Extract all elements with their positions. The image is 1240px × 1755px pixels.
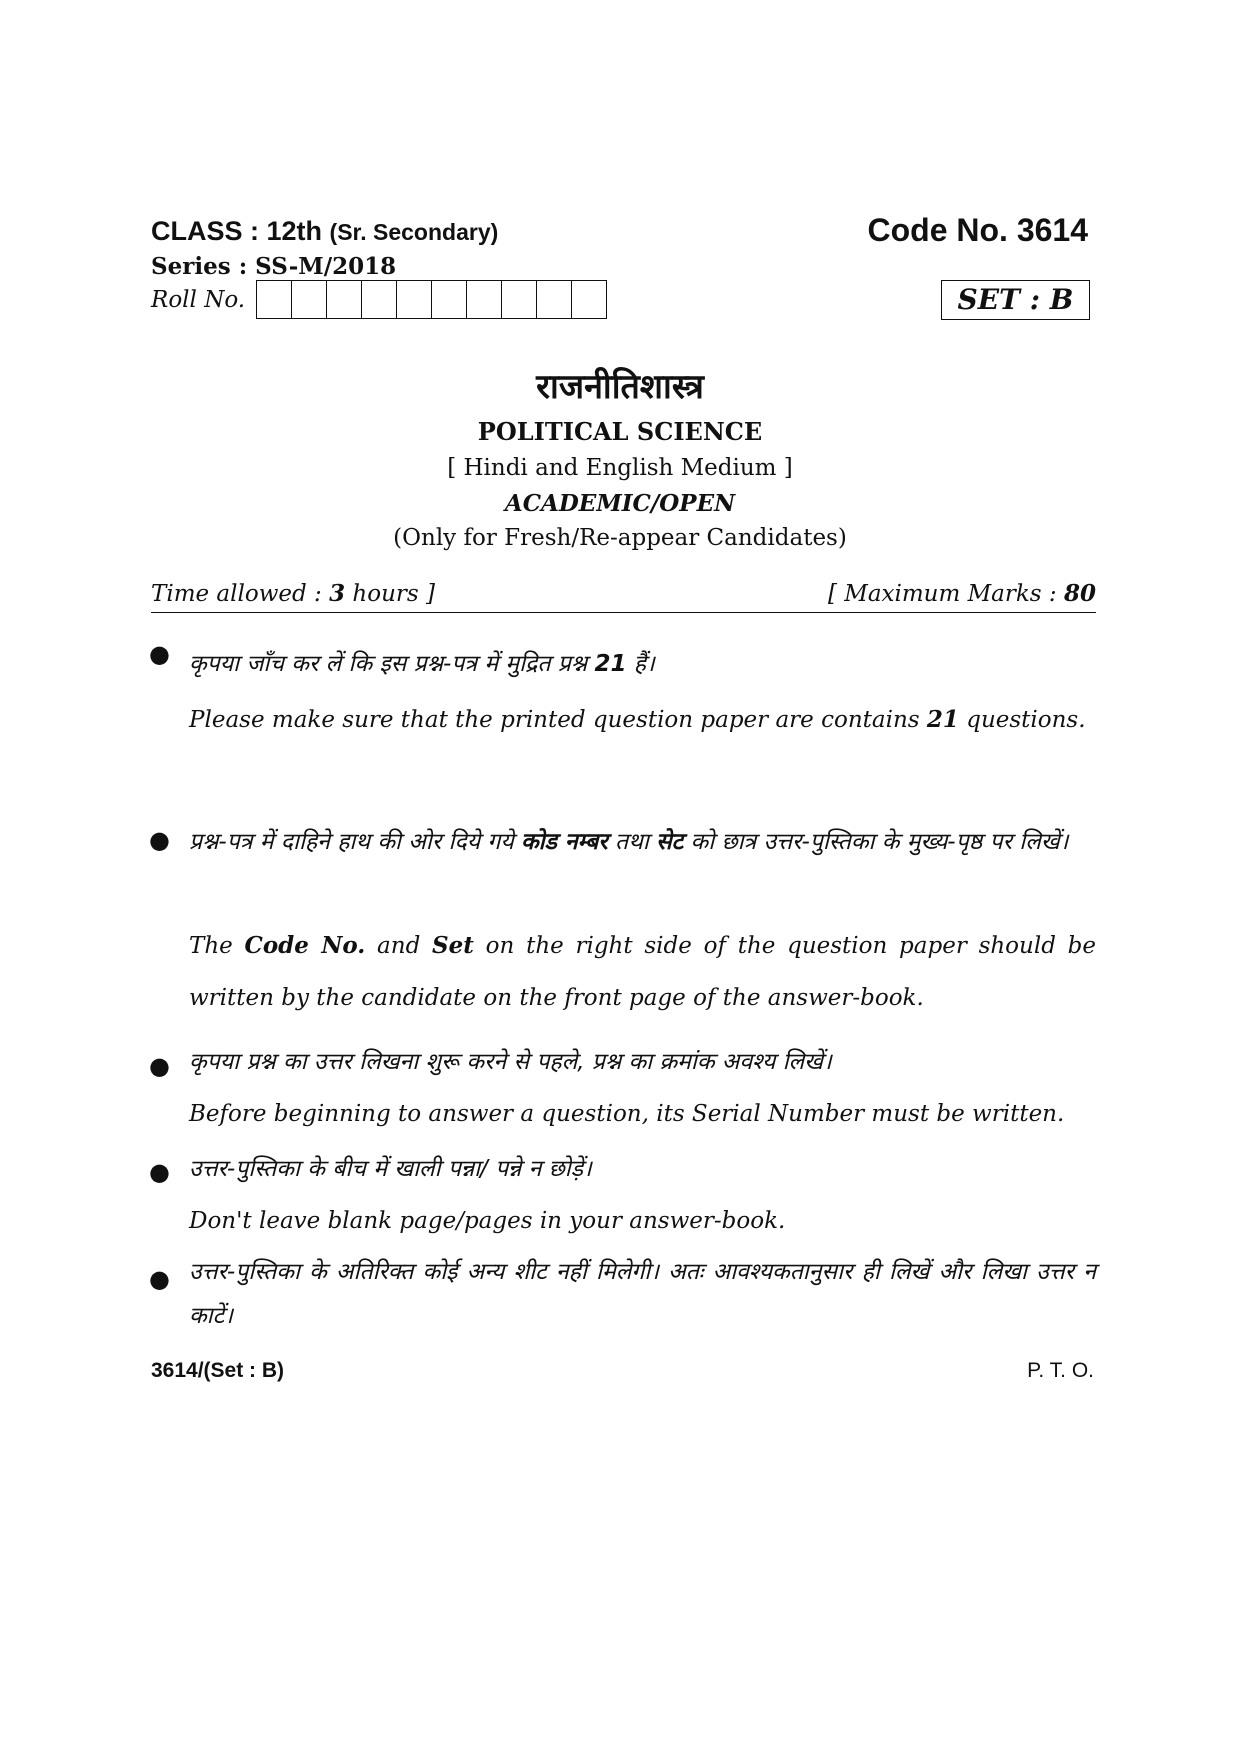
i2-en-a: The — [189, 933, 245, 959]
class-sub: (Sr. Secondary) — [329, 219, 499, 245]
instruction-2-english — [189, 920, 1096, 1024]
roll-no-boxes[interactable] — [256, 280, 607, 319]
time-prefix: Time allowed : — [151, 581, 330, 607]
instruction-4-hindi: उत्तर-पुस्तिका के बीच में खाली पन्ना/ पन्ने न छोड़ें। — [189, 1156, 592, 1182]
i2-hi-b: को छात्र उत्तर-पुस्तिका के मुख्य-पृष्ठ पर लिखें। — [683, 829, 1069, 855]
medium-label: [ Hindi and English Medium ] — [447, 455, 793, 481]
footer-code: 3614/(Set : B) — [151, 1359, 285, 1382]
code-number: Code No. 3614 — [867, 212, 1088, 248]
exam-type: ACADEMIC/OPEN — [504, 490, 736, 517]
bullet-icon: ● — [149, 640, 170, 668]
instruction-1-hindi — [189, 638, 1096, 690]
i2-hi-mid: तथा — [607, 829, 657, 855]
i2-hi-a: प्रश्न-पत्र में दाहिने हाथ की ओर दिये गये — [189, 829, 521, 855]
marks-value: 80 — [1063, 580, 1096, 607]
hindi-title: राजनीतिशास्त्र — [536, 367, 704, 407]
i2-hi-code: कोड नम्बर — [520, 829, 608, 855]
marks-prefix: [ Maximum Marks : — [827, 581, 1064, 607]
i1-en-a: Please make sure that the printed question paper are contains — [189, 707, 927, 733]
series-label: Series : SS-M/2018 — [151, 253, 397, 280]
time-suffix: hours ] — [345, 581, 435, 607]
maximum-marks — [828, 580, 1096, 607]
bullet-icon: ● — [149, 1158, 170, 1186]
instruction-3-hindi: कृपया प्रश्न का उत्तर लिखना शुरू करने से पहले, प्रश्न का क्रमांक अवश्य लिखें। — [189, 1049, 832, 1075]
roll-box[interactable] — [327, 281, 362, 318]
i1-hi-num: 21 — [594, 651, 627, 677]
roll-box[interactable] — [397, 281, 432, 318]
i2-en-code: Code No. — [244, 932, 366, 959]
i1-en-num: 21 — [926, 706, 959, 733]
instruction-3-english: Before beginning to answer a question, its Serial Number must be written. — [189, 1101, 1065, 1127]
subject-title: POLITICAL SCIENCE — [477, 417, 763, 446]
roll-box[interactable] — [502, 281, 537, 318]
roll-box[interactable] — [467, 281, 502, 318]
roll-box[interactable] — [362, 281, 397, 318]
roll-no-label: Roll No. — [151, 287, 246, 313]
bullet-icon: ● — [149, 1265, 170, 1293]
roll-box[interactable] — [292, 281, 327, 318]
bullet-icon: ● — [149, 826, 170, 854]
footer-pto: P. T. O. — [1027, 1359, 1094, 1382]
instruction-5-hindi: उत्तर-पुस्तिका के अतिरिक्त कोई अन्य शीट नहीं मिलेगी। अतः आवश्यकतानुसार ही लिखें और लिखा उत्तर न काटें। — [189, 1259, 1096, 1329]
instruction-1-english — [189, 694, 1096, 746]
i1-en-b: questions. — [958, 707, 1086, 733]
divider — [151, 612, 1096, 613]
roll-box[interactable] — [257, 281, 292, 318]
bullet-icon: ● — [149, 1052, 170, 1080]
time-allowed — [151, 580, 435, 607]
i1-hi-a: कृपया जाँच कर लें कि इस प्रश्न-पत्र में मुद्रित प्रश्न — [189, 651, 595, 677]
i1-hi-b: हैं। — [626, 651, 655, 677]
roll-box[interactable] — [537, 281, 572, 318]
set-badge: SET : B — [941, 280, 1090, 320]
i2-en-set: Set — [432, 932, 474, 959]
instruction-2-hindi — [189, 816, 1096, 868]
class-label — [151, 216, 498, 247]
roll-box[interactable] — [432, 281, 467, 318]
candidates-note: (Only for Fresh/Re-appear Candidates) — [393, 525, 847, 551]
time-value: 3 — [329, 580, 346, 607]
instruction-4-english: Don't leave blank page/pages in your answer-book. — [189, 1208, 786, 1234]
roll-box[interactable] — [572, 281, 606, 318]
i2-en-b: on the right side of the question paper should be written by the candidate on the front page of the answer-book. — [189, 933, 1097, 1011]
class-value: CLASS : 12th — [151, 216, 323, 246]
i2-en-mid: and — [365, 933, 433, 959]
i2-hi-set: सेट — [656, 829, 684, 855]
